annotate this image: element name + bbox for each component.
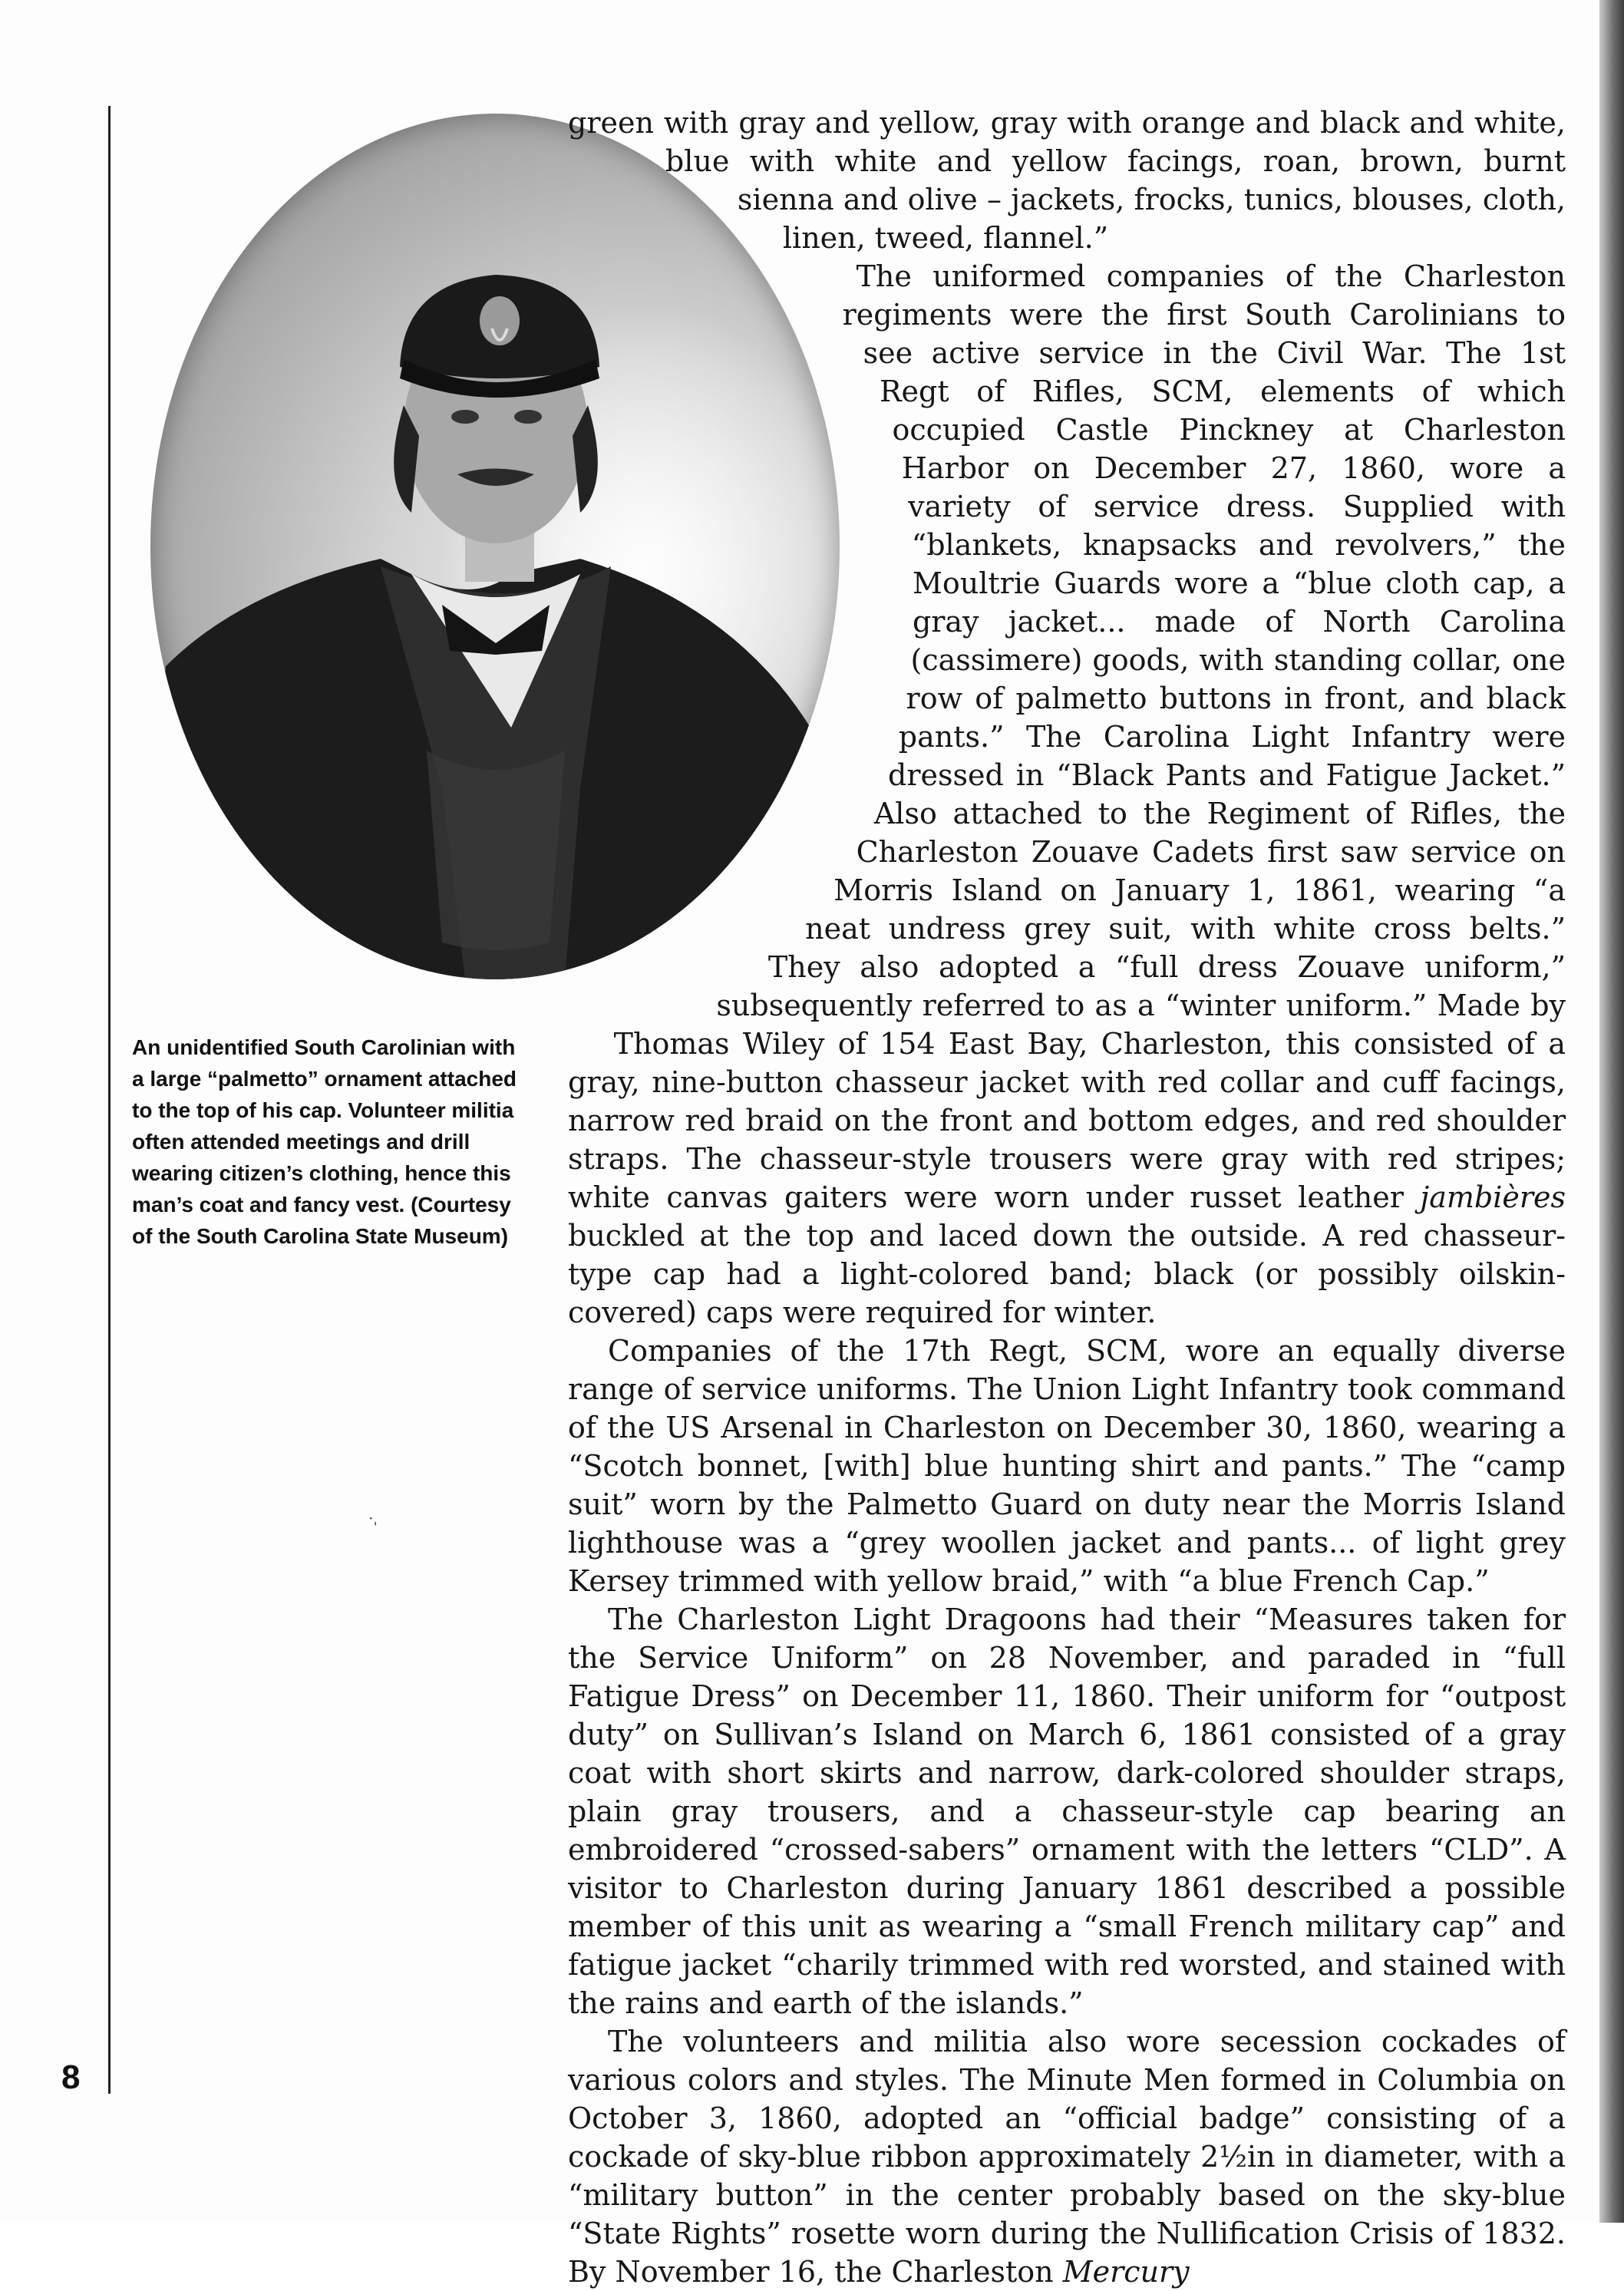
paragraph: The Charleston Light Dragoons had their “Measures taken for the Service Uniform” on 28 November, and paraded in “full Fatigue Dress” on December 11, 1860. Their uniform for “outpost duty” on Sullivan’s Island on March 6, 1861 consisted of a gray coat with short skirts and narrow, dark-colored shoulder straps, plain gray trousers, and a chasseur-style cap bearing an embroidered “crossed-sabers” ornament with the letters “CLD”. A visitor to Charleston during January 1861 described a possible member of this unit as wearing a “small French military cap” and fatigue jacket “charily trimmed with red worsted, and stained with the rains and earth of the islands.” xyxy=(568,1603,1566,2020)
italic-term: jambières xyxy=(1420,1180,1566,1214)
page-number: 8 xyxy=(61,2058,81,2096)
paragraph: Companies of the 17th Regt, SCM, wore an equally diverse range of service uniforms. The Union Light Infantry took command of the US Arsenal in Charleston on December 30, 1860, wearing a “Scotch bonnet, [with] blue hunting shirt and pants.” The “camp suit” worn by the Palmetto Guard on duty near the Morris Island lighthouse was a “grey woollen jacket and pants... of light grey Kersey trimmed with yellow braid,” with “a blue French Cap.” xyxy=(568,1334,1566,1598)
photo-caption: An unidentified South Carolinian with a large “palmetto” ornament attached to the top of his cap. Volunteer militia often attended meetings and drill wearing citizen’s clothing, hence this man’s coat and fancy vest. (Courtesy of the South Carolina State Museum) xyxy=(132,1035,517,1248)
paragraph-text: buckled at the top and laced down the outside. A red chasseur-type cap had a light-colored band; black (or possibly oilskin-covered) caps were required for winter. xyxy=(568,1219,1566,1329)
italic-term: Mercury xyxy=(1062,2255,1190,2289)
margin-rule xyxy=(108,106,111,2094)
print-speck: ·ˌ xyxy=(368,1509,378,1527)
paragraph xyxy=(568,2022,1566,2291)
paragraph-text: The uniformed companies of the Charleston regiments were the first South Carolinians to see active service in the Civil War. The 1st Regt of Rifles, SCM, elements of which occupied Castle Pinckney at Charleston Harbor on December 27, 1860, wore a variety of service dress. Supplied with “blankets, knapsacks and revolvers,” the Moultrie Guards wore a “blue cloth cap, a gray jacket... made of North Carolina (cassimere) goods, with standing collar, one row of palmetto buttons in front, and black pants.” The Carolina Light Infantry were dressed in “Black Pants and Fatigue Jacket.” Also attached to the Regiment of Rifles, the Charleston Zouave Cadets first saw service on Morris Island on January 1, 1861, wearing “a neat undress grey suit, with white cross belts.” They also adopted a “full dress Zouave uniform,” subsequently referred to as a “winter uniform.” Made by Thomas Wiley of 154 East Bay, Charleston, this consisted of a gray, nine-button chasseur jacket with red collar and cuff facings, narrow red braid on the front and bottom edges, and red shoulder straps. The chasseur-style trousers were gray with red stripes; white canvas gaiters were worn under russet leather xyxy=(568,259,1566,1214)
book-spine-shadow xyxy=(1599,0,1624,2223)
paragraph-text: The volunteers and militia also wore secession cockades of various colors and styles. The Minute Men formed in Columbia on October 3, 1860, adopted an “official badge” consisting of a cockade of sky-blue ribbon approximately 2½in in diameter, with a “military button” in the center probably based on the sky-blue “State Rights” rosette worn during the Nullification Crisis of 1832. By November 16, the Charleston xyxy=(568,2025,1566,2289)
paragraph: green with gray and yellow, gray with orange and black and white, blue with white and yellow facings, roan, brown, burnt sienna and olive – jackets, frocks, tunics, blouses, cloth, linen, tweed, flannel.” xyxy=(568,106,1566,255)
text-column-upper xyxy=(568,104,1566,2289)
